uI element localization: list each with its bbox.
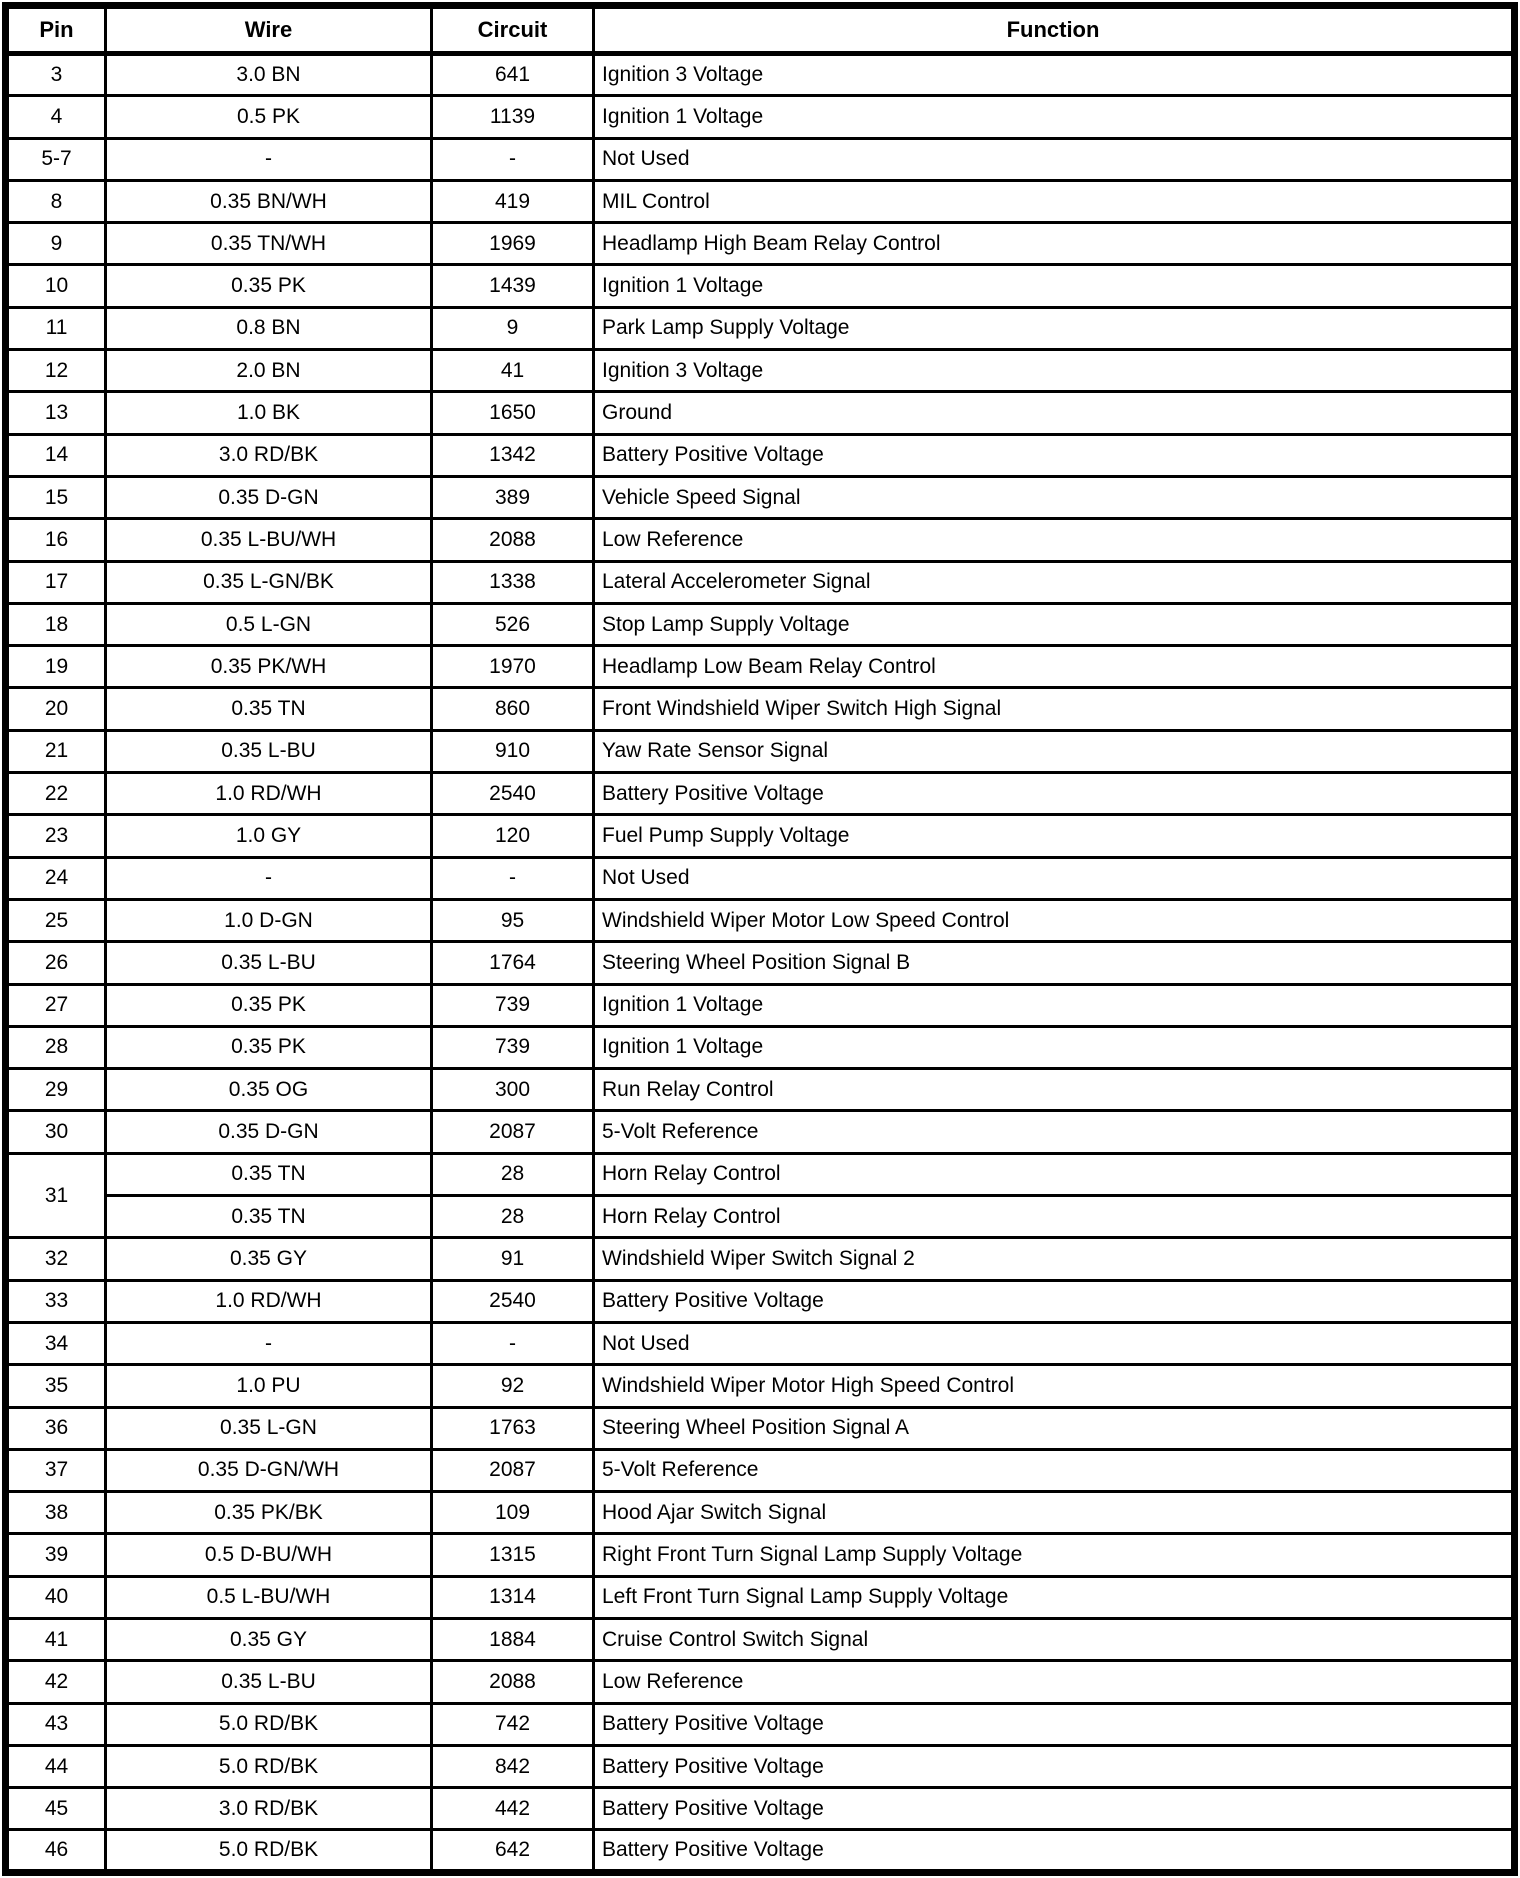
pin-cell: 40: [6, 1576, 106, 1618]
connector-pinout-table: [2, 2, 1518, 1876]
function-cell: Ground: [594, 392, 1515, 434]
circuit-cell: 419: [432, 180, 594, 222]
wire-cell: 0.5 D-BU/WH: [106, 1534, 432, 1576]
wire-cell: 0.35 TN: [106, 688, 432, 730]
circuit-cell: 28: [432, 1153, 594, 1195]
header-row: [6, 6, 1515, 54]
pin-cell: 18: [6, 603, 106, 645]
function-cell: Battery Positive Voltage: [594, 1745, 1515, 1787]
circuit-cell: 120: [432, 815, 594, 857]
wire-cell: 0.5 L-BU/WH: [106, 1576, 432, 1618]
function-cell: Lateral Accelerometer Signal: [594, 561, 1515, 603]
pin-cell: 16: [6, 519, 106, 561]
function-cell: Windshield Wiper Switch Signal 2: [594, 1238, 1515, 1280]
table-row: [6, 899, 1515, 941]
function-cell: Ignition 1 Voltage: [594, 96, 1515, 138]
table-row: [6, 1618, 1515, 1660]
circuit-cell: 1439: [432, 265, 594, 307]
table-row: [6, 519, 1515, 561]
pin-cell: 39: [6, 1534, 106, 1576]
wire-cell: 5.0 RD/BK: [106, 1745, 432, 1787]
function-cell: Cruise Control Switch Signal: [594, 1618, 1515, 1660]
wire-column-header: Wire: [106, 6, 432, 54]
circuit-cell: -: [432, 857, 594, 899]
function-cell: Windshield Wiper Motor Low Speed Control: [594, 899, 1515, 941]
pin-cell: 4: [6, 96, 106, 138]
wire-cell: 1.0 RD/WH: [106, 1280, 432, 1322]
pin-cell: 33: [6, 1280, 106, 1322]
function-cell: Ignition 3 Voltage: [594, 350, 1515, 392]
pin-cell: 27: [6, 984, 106, 1026]
function-cell: Not Used: [594, 857, 1515, 899]
function-cell: Hood Ajar Switch Signal: [594, 1492, 1515, 1534]
function-cell: Yaw Rate Sensor Signal: [594, 730, 1515, 772]
table-row: [6, 1280, 1515, 1322]
pin-cell: 26: [6, 942, 106, 984]
circuit-cell: 739: [432, 984, 594, 1026]
function-cell: Stop Lamp Supply Voltage: [594, 603, 1515, 645]
function-cell: Run Relay Control: [594, 1069, 1515, 1111]
circuit-cell: 742: [432, 1703, 594, 1745]
function-cell: Steering Wheel Position Signal B: [594, 942, 1515, 984]
wire-cell: 0.35 L-BU: [106, 730, 432, 772]
table-row: [6, 984, 1515, 1026]
table-body: [6, 54, 1515, 1873]
function-cell: Ignition 1 Voltage: [594, 984, 1515, 1026]
pin-cell: 22: [6, 773, 106, 815]
table-row: [6, 96, 1515, 138]
table-row: [6, 1365, 1515, 1407]
table-header: [6, 6, 1515, 54]
function-cell: Windshield Wiper Motor High Speed Control: [594, 1365, 1515, 1407]
pin-cell: 44: [6, 1745, 106, 1787]
pin-cell: 24: [6, 857, 106, 899]
table-row: [6, 54, 1515, 96]
function-cell: Battery Positive Voltage: [594, 1830, 1515, 1873]
circuit-cell: 842: [432, 1745, 594, 1787]
pin-cell: 28: [6, 1026, 106, 1068]
table-row: [6, 434, 1515, 476]
function-cell: Left Front Turn Signal Lamp Supply Voltage: [594, 1576, 1515, 1618]
circuit-cell: 95: [432, 899, 594, 941]
table-row: [6, 1449, 1515, 1491]
wire-cell: 0.35 L-BU: [106, 1661, 432, 1703]
table-row: [6, 138, 1515, 180]
wire-cell: 0.35 PK: [106, 265, 432, 307]
pin-cell: 19: [6, 646, 106, 688]
function-cell: Low Reference: [594, 519, 1515, 561]
circuit-cell: 442: [432, 1788, 594, 1830]
wire-cell: 0.35 D-GN: [106, 476, 432, 518]
function-cell: Not Used: [594, 1322, 1515, 1364]
pin-cell: 25: [6, 899, 106, 941]
table-row: [6, 1153, 1515, 1195]
pin-cell: 37: [6, 1449, 106, 1491]
wire-cell: 5.0 RD/BK: [106, 1703, 432, 1745]
pin-cell: 46: [6, 1830, 106, 1873]
table-row: [6, 1745, 1515, 1787]
circuit-cell: 28: [432, 1196, 594, 1238]
table-row: [6, 1407, 1515, 1449]
circuit-cell: 2087: [432, 1449, 594, 1491]
table-row: [6, 773, 1515, 815]
function-cell: Horn Relay Control: [594, 1196, 1515, 1238]
pin-cell: 13: [6, 392, 106, 434]
circuit-cell: 860: [432, 688, 594, 730]
table-row: [6, 476, 1515, 518]
function-cell: Battery Positive Voltage: [594, 1703, 1515, 1745]
table-row: [6, 1196, 1515, 1238]
table-row: [6, 223, 1515, 265]
circuit-cell: 2087: [432, 1111, 594, 1153]
circuit-cell: -: [432, 138, 594, 180]
circuit-cell: 1338: [432, 561, 594, 603]
wire-cell: 3.0 BN: [106, 54, 432, 96]
circuit-cell: 2088: [432, 519, 594, 561]
circuit-cell: 910: [432, 730, 594, 772]
wire-cell: 1.0 GY: [106, 815, 432, 857]
pin-cell: 43: [6, 1703, 106, 1745]
pin-cell: 15: [6, 476, 106, 518]
table-row: [6, 392, 1515, 434]
table-row: [6, 265, 1515, 307]
circuit-cell: 1139: [432, 96, 594, 138]
pin-cell: 23: [6, 815, 106, 857]
table-row: [6, 1830, 1515, 1873]
wire-cell: 0.35 L-GN/BK: [106, 561, 432, 603]
circuit-cell: 1342: [432, 434, 594, 476]
circuit-cell: 1763: [432, 1407, 594, 1449]
wire-cell: 0.8 BN: [106, 307, 432, 349]
function-cell: 5-Volt Reference: [594, 1111, 1515, 1153]
pin-column-header: Pin: [6, 6, 106, 54]
table-row: [6, 307, 1515, 349]
function-cell: Ignition 1 Voltage: [594, 1026, 1515, 1068]
function-cell: Low Reference: [594, 1661, 1515, 1703]
wire-cell: 0.35 PK/BK: [106, 1492, 432, 1534]
circuit-cell: 642: [432, 1830, 594, 1873]
pin-cell: 20: [6, 688, 106, 730]
wire-cell: 0.35 PK: [106, 984, 432, 1026]
circuit-column-header: Circuit: [432, 6, 594, 54]
wire-cell: 0.35 L-GN: [106, 1407, 432, 1449]
wire-cell: 1.0 RD/WH: [106, 773, 432, 815]
pin-cell: 9: [6, 223, 106, 265]
pin-cell: 17: [6, 561, 106, 603]
circuit-cell: 91: [432, 1238, 594, 1280]
wire-cell: 0.35 PK/WH: [106, 646, 432, 688]
pin-cell: 30: [6, 1111, 106, 1153]
circuit-cell: 109: [432, 1492, 594, 1534]
wire-cell: -: [106, 138, 432, 180]
wire-cell: -: [106, 857, 432, 899]
function-cell: MIL Control: [594, 180, 1515, 222]
pin-cell: 35: [6, 1365, 106, 1407]
function-cell: Headlamp Low Beam Relay Control: [594, 646, 1515, 688]
table-row: [6, 1069, 1515, 1111]
table-row: [6, 1238, 1515, 1280]
function-cell: Battery Positive Voltage: [594, 1788, 1515, 1830]
circuit-cell: 2540: [432, 773, 594, 815]
wire-cell: 3.0 RD/BK: [106, 1788, 432, 1830]
table-row: [6, 1576, 1515, 1618]
table-row: [6, 1788, 1515, 1830]
wire-cell: 0.35 TN: [106, 1196, 432, 1238]
pin-cell: 42: [6, 1661, 106, 1703]
pin-cell: 29: [6, 1069, 106, 1111]
pin-cell: 5-7: [6, 138, 106, 180]
circuit-cell: 2088: [432, 1661, 594, 1703]
function-cell: Vehicle Speed Signal: [594, 476, 1515, 518]
circuit-cell: 389: [432, 476, 594, 518]
pin-cell: 21: [6, 730, 106, 772]
pin-cell: 45: [6, 1788, 106, 1830]
circuit-cell: 1884: [432, 1618, 594, 1660]
circuit-cell: 1315: [432, 1534, 594, 1576]
circuit-cell: 2540: [432, 1280, 594, 1322]
wire-cell: 0.35 L-BU/WH: [106, 519, 432, 561]
circuit-cell: 92: [432, 1365, 594, 1407]
wire-cell: 5.0 RD/BK: [106, 1830, 432, 1873]
wire-cell: 1.0 BK: [106, 392, 432, 434]
wire-cell: 0.35 TN/WH: [106, 223, 432, 265]
pin-cell: 41: [6, 1618, 106, 1660]
table-row: [6, 1026, 1515, 1068]
pin-cell: 38: [6, 1492, 106, 1534]
table-row: [6, 1661, 1515, 1703]
function-cell: 5-Volt Reference: [594, 1449, 1515, 1491]
circuit-cell: 1764: [432, 942, 594, 984]
pin-cell: 14: [6, 434, 106, 476]
pin-cell: 3: [6, 54, 106, 96]
table-row: [6, 1703, 1515, 1745]
function-cell: Not Used: [594, 138, 1515, 180]
function-cell: Horn Relay Control: [594, 1153, 1515, 1195]
function-cell: Battery Positive Voltage: [594, 773, 1515, 815]
table-row: [6, 1534, 1515, 1576]
wire-cell: 0.35 D-GN/WH: [106, 1449, 432, 1491]
circuit-cell: 641: [432, 54, 594, 96]
wire-cell: 0.35 BN/WH: [106, 180, 432, 222]
function-cell: Steering Wheel Position Signal A: [594, 1407, 1515, 1449]
table-row: [6, 942, 1515, 984]
wire-cell: 0.35 PK: [106, 1026, 432, 1068]
wire-cell: 2.0 BN: [106, 350, 432, 392]
circuit-cell: 739: [432, 1026, 594, 1068]
wire-cell: 0.35 L-BU: [106, 942, 432, 984]
table-row: [6, 857, 1515, 899]
circuit-cell: -: [432, 1322, 594, 1364]
wire-cell: 0.35 GY: [106, 1618, 432, 1660]
pin-cell: 34: [6, 1322, 106, 1364]
table-row: [6, 646, 1515, 688]
table-row: [6, 603, 1515, 645]
function-cell: Fuel Pump Supply Voltage: [594, 815, 1515, 857]
function-cell: Battery Positive Voltage: [594, 1280, 1515, 1322]
function-cell: Battery Positive Voltage: [594, 434, 1515, 476]
wire-cell: 3.0 RD/BK: [106, 434, 432, 476]
circuit-cell: 300: [432, 1069, 594, 1111]
wire-cell: 0.35 OG: [106, 1069, 432, 1111]
function-cell: Ignition 1 Voltage: [594, 265, 1515, 307]
table-row: [6, 180, 1515, 222]
function-cell: Ignition 3 Voltage: [594, 54, 1515, 96]
function-cell: Headlamp High Beam Relay Control: [594, 223, 1515, 265]
table-row: [6, 730, 1515, 772]
wire-cell: 0.35 GY: [106, 1238, 432, 1280]
pin-cell: 36: [6, 1407, 106, 1449]
wire-cell: 0.35 D-GN: [106, 1111, 432, 1153]
wire-cell: 0.35 TN: [106, 1153, 432, 1195]
table-row: [6, 1322, 1515, 1364]
wire-cell: 1.0 D-GN: [106, 899, 432, 941]
wire-cell: 0.5 PK: [106, 96, 432, 138]
function-cell: Park Lamp Supply Voltage: [594, 307, 1515, 349]
table-row: [6, 350, 1515, 392]
function-cell: Right Front Turn Signal Lamp Supply Voltage: [594, 1534, 1515, 1576]
circuit-cell: 1314: [432, 1576, 594, 1618]
table-row: [6, 1111, 1515, 1153]
pin-cell: 10: [6, 265, 106, 307]
pin-cell: 8: [6, 180, 106, 222]
circuit-cell: 41: [432, 350, 594, 392]
table-row: [6, 561, 1515, 603]
function-cell: Front Windshield Wiper Switch High Signal: [594, 688, 1515, 730]
pin-cell: 31: [6, 1153, 106, 1238]
circuit-cell: 1969: [432, 223, 594, 265]
pin-cell: 11: [6, 307, 106, 349]
table-row: [6, 815, 1515, 857]
circuit-cell: 9: [432, 307, 594, 349]
wire-cell: 1.0 PU: [106, 1365, 432, 1407]
function-column-header: Function: [594, 6, 1515, 54]
pin-cell: 32: [6, 1238, 106, 1280]
circuit-cell: 1650: [432, 392, 594, 434]
circuit-cell: 1970: [432, 646, 594, 688]
table-row: [6, 1492, 1515, 1534]
table-row: [6, 688, 1515, 730]
wire-cell: 0.5 L-GN: [106, 603, 432, 645]
pin-cell: 12: [6, 350, 106, 392]
wire-cell: -: [106, 1322, 432, 1364]
circuit-cell: 526: [432, 603, 594, 645]
